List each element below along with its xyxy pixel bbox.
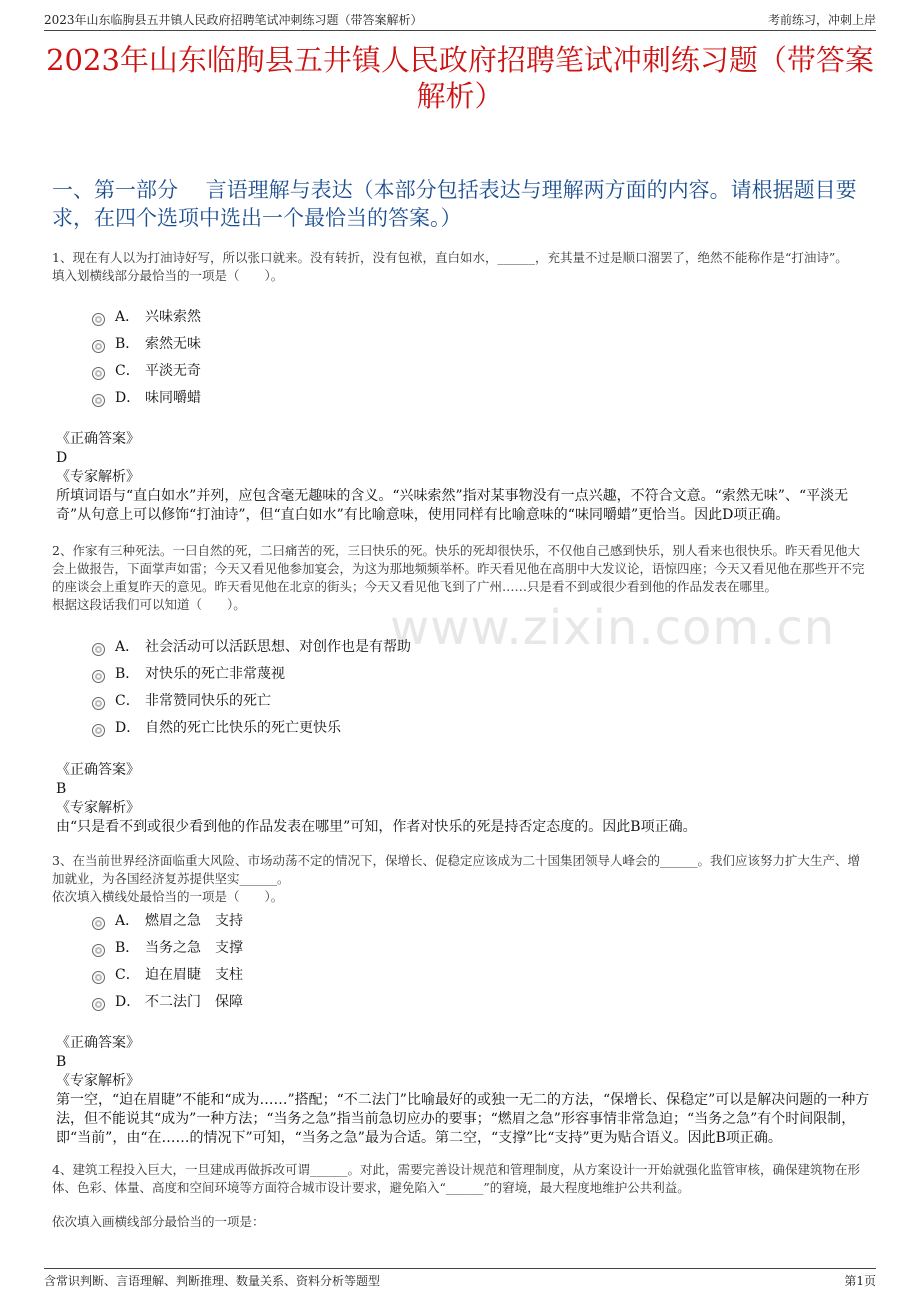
radio-icon[interactable] (92, 724, 105, 737)
option-letter: B． (115, 336, 140, 352)
page-footer (44, 1268, 876, 1289)
section-title: 一、第一部分 言语理解与表达（本部分包括表达与理解两方面的内容。请根据题目要求，在四个选项中选出一个最恰当的答案。） (52, 178, 857, 230)
option-text: 平淡无奇 (145, 363, 201, 379)
option-a[interactable] (92, 908, 243, 935)
question-3-explanation: 第一空，“迫在眉睫”不能和“成为……”搭配；“不二法门”比喻最好的或独一无二的方法，“保增长、保稳定”可以是解决问题的一种方法，但不能说其“成为”一种方法；“当务之急”指当前急切应办的要事；“燃眉之急”形容事情非常急迫；“当务之急”有个时间限制，即“当前”，由“在……的情况下”可知，“当务之急”最为合适。第二空，“支撑”比“支持”更为贴合语义。因此B项正确。 (56, 1092, 870, 1146)
option-a[interactable] (92, 634, 411, 661)
header-doc-title: 2023年山东临朐县五井镇人民政府招聘笔试冲刺练习题（带答案解析） (44, 13, 423, 27)
question-4-prompt: 依次填入画横线部分最恰当的一项是： (52, 1214, 265, 1229)
radio-icon[interactable] (92, 971, 105, 984)
option-letter: A． (115, 639, 140, 655)
option-letter: C． (115, 693, 140, 709)
question-2-stem (52, 542, 870, 614)
question-3-stem (52, 852, 870, 906)
question-prompt: 根据这段话我们可以知道（ ）。 (52, 597, 246, 612)
radio-icon[interactable] (92, 340, 105, 353)
option-b[interactable] (92, 331, 201, 358)
option-letter: D． (115, 720, 141, 736)
question-stem-text: 2、作家有三种死法。一曰自然的死，二曰痛苦的死，三曰快乐的死。快乐的死却很快乐，不仅他自己感到快乐，别人看来也很快乐。昨天看见他大会上做报告，下面掌声如雷；今天又看见他参加宴会，为这为那地频频举杯。昨天看见他在高朋中大发议论，语惊四座；今天又看见他在那些开不完的座谈会上重复昨天的意见。昨天看见他在北京的街头；今天又看见他飞到了广州……只是看不到或很少看到他的作品发表在哪里。 (52, 543, 865, 594)
option-d[interactable] (92, 989, 243, 1016)
footer-topics: 含常识判断、言语理解、判断推理、数量关系、资料分析等题型 (44, 1274, 381, 1288)
question-1-stem (52, 249, 870, 285)
answer-value: B (56, 1054, 67, 1070)
option-b[interactable] (92, 935, 243, 962)
option-letter: A． (115, 309, 140, 325)
answer-label: 《正确答案》 (56, 762, 140, 778)
radio-icon[interactable] (92, 313, 105, 326)
question-prompt: 依次填入横线处最恰当的一项是（ ）。 (52, 889, 284, 904)
option-text: 索然无味 (145, 336, 201, 352)
option-letter: D． (115, 390, 141, 406)
question-4-stem (52, 1161, 870, 1197)
question-3-answer (56, 1034, 870, 1091)
radio-icon[interactable] (92, 944, 105, 957)
option-letter: B． (115, 666, 140, 682)
question-stem-text: 4、建筑工程投入巨大，一旦建成再做拆改可谓______。对此，需要完善设计规范和管理制度，从方案设计一开始就强化监管审核，确保建筑物在形体、色彩、体量、高度和空间环境等方面符合城市设计要求，避免陷入“______”的窘境，最大程度地维护公共利益。 (52, 1162, 860, 1195)
radio-icon[interactable] (92, 697, 105, 710)
option-d[interactable] (92, 385, 201, 412)
option-text: 当务之急 支撑 (145, 940, 243, 956)
radio-icon[interactable] (92, 643, 105, 656)
option-text: 迫在眉睫 支柱 (145, 967, 243, 983)
option-text: 兴味索然 (145, 309, 201, 325)
radio-icon[interactable] (92, 394, 105, 407)
radio-icon[interactable] (92, 917, 105, 930)
option-letter: A． (115, 913, 140, 929)
option-text: 非常赞同快乐的死亡 (145, 693, 271, 709)
answer-value: D (56, 450, 68, 466)
option-letter: C． (115, 967, 140, 983)
answer-value: B (56, 781, 67, 797)
answer-label: 《正确答案》 (56, 1035, 140, 1051)
option-text: 对快乐的死亡非常蔑视 (145, 666, 285, 682)
option-c[interactable] (92, 962, 243, 989)
question-2-options (92, 634, 411, 742)
option-text: 社会活动可以活跃思想、对创作也是有帮助 (145, 639, 411, 655)
page-number: 第1页 (844, 1274, 876, 1288)
option-letter: B． (115, 940, 140, 956)
option-c[interactable] (92, 358, 201, 385)
question-1-explanation: 所填词语与“直白如水”并列，应包含毫无趣味的含义。“兴味索然”指对某事物没有一点兴趣，不符合文意。“索然无味”、“平淡无奇”从句意上可以修饰“打油诗”，但“直白如水”有比喻意味，使用同样有比喻意味的“味同嚼蜡”更恰当。因此D项正确。 (56, 488, 849, 523)
option-text: 自然的死亡比快乐的死亡更快乐 (145, 720, 341, 736)
answer-label: 《正确答案》 (56, 431, 140, 447)
expert-label: 《专家解析》 (56, 469, 140, 485)
radio-icon[interactable] (92, 367, 105, 380)
expert-label: 《专家解析》 (56, 800, 140, 816)
question-2-answer (56, 761, 870, 818)
option-text: 不二法门 保障 (145, 994, 243, 1010)
header-slogan: 考前练习，冲刺上岸 (767, 13, 876, 27)
question-1-answer (56, 430, 870, 487)
option-text: 味同嚼蜡 (145, 390, 201, 406)
document-title: 2023年山东临朐县五井镇人民政府招聘笔试冲刺练习题（带答案解析） (46, 43, 874, 113)
question-3-options (92, 908, 243, 1016)
expert-label: 《专家解析》 (56, 1073, 140, 1089)
option-d[interactable] (92, 715, 411, 742)
question-prompt: 填入划横线部分最恰当的一项是（ ）。 (52, 268, 284, 283)
option-letter: D． (115, 994, 141, 1010)
question-1-options (92, 304, 201, 412)
option-c[interactable] (92, 688, 411, 715)
radio-icon[interactable] (92, 670, 105, 683)
option-b[interactable] (92, 661, 411, 688)
question-stem-text: 3、在当前世界经济面临重大风险、市场动荡不定的情况下，保增长、促稳定应该成为二十国集团领导人峰会的______。我们应该努力扩大生产、增加就业，为各国经济复苏提供坚实______。 (52, 853, 860, 886)
question-2-explanation: 由“只是看不到或很少看到他的作品发表在哪里”可知，作者对快乐的死是持否定态度的。因此B项正确。 (56, 819, 697, 835)
option-letter: C． (115, 363, 140, 379)
option-a[interactable] (92, 304, 201, 331)
page-header (44, 10, 876, 31)
radio-icon[interactable] (92, 998, 105, 1011)
question-stem-text: 1、现在有人以为打油诗好写，所以张口就来。没有转折，没有包袱，直白如水，______，充其量不过是顺口溜罢了，绝然不能称作是“打油诗”。 (52, 250, 848, 265)
watermark: www.zixin.com.cn (390, 600, 836, 656)
option-text: 燃眉之急 支持 (145, 913, 243, 929)
